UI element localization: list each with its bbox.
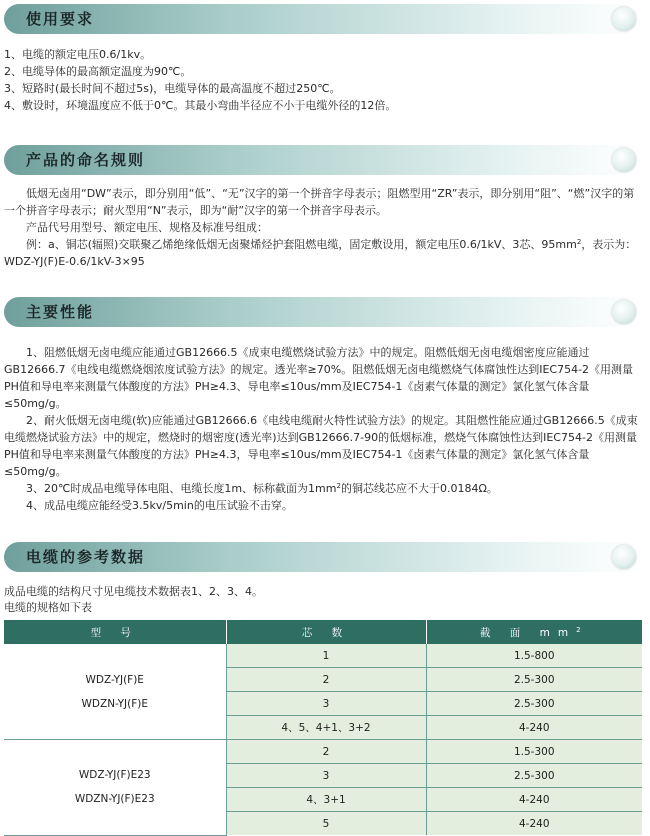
section-title: 使用要求: [26, 10, 95, 28]
performance-item: 1、阻燃低烟无卤电缆应能通过GB12666.5《成束电缆燃烧试验方法》中的规定。阻燃低烟无卤电缆烟密度应能通过GB12666.7《电线电缆燃烧烟浓度试验方法》的规定。透光率≥70%。阻燃低烟无卤电缆燃烧气体腐蚀性达到IEC754-2《用测量PH值和导电率来测量气体酸度的方法》PH≥4.3、导电率≤10us/mm及IEC754-1《卤素气体量的测定》氯化氢气体含量≤50mg/g。: [4, 346, 634, 410]
section-cell: 2.5-300: [426, 668, 642, 692]
spec-table: [4, 620, 642, 836]
cores-cell: 2: [226, 740, 426, 764]
header-section: 截 面 $mm^2$: [426, 620, 642, 644]
type-name: WDZ-YJ(F)E23: [78, 769, 151, 782]
section-cell: 4-240: [426, 812, 642, 836]
usage-line: 3、短路时(最长时间不超过5s)，电缆导体的最高温度不超过250℃。: [4, 82, 341, 95]
performance-item: 2、耐火低烟无卤电缆(软)应能通过GB12666.6《电线电缆耐火特性试验方法》的规定。其阻燃性能应通过GB12666.5《成束电缆燃烧试验方法》中的规定，燃烧时的烟密度(透光率)达到GB12666.7-90的低烟标准，燃烧气体腐蚀性达到IEC754-2《用测量PH值和导电率来测量气体酸度的方法》PH≥4.3，导电率≤10us/mm及IEC754-1《卤素气体量的测定》氯化氢气体含量≤50mg/g。: [4, 414, 638, 478]
banner-knob-icon: [612, 545, 636, 569]
naming-text: [4, 185, 642, 270]
section-cell: 4-240: [426, 716, 642, 740]
section-banner-performance: [4, 297, 640, 327]
naming-example: 例：a、铜芯(辐照)交联聚乙烯绝缘低烟无卤聚烯烃护套阻燃电缆，固定敷设用，额定电压0.6/1kV、3芯、$95mm^2$，表示为：WDZ-YJ(F)E-0.6/1kV-3×95: [4, 238, 637, 268]
table-row: [4, 644, 642, 668]
usage-line: 1、电缆的额定电压0.6/1kv。: [4, 48, 152, 61]
section-title: 产品的命名规则: [26, 151, 146, 169]
cores-cell: 1: [226, 644, 426, 668]
section-cell: 1.5-300: [426, 740, 642, 764]
performance-item: 4、成品电缆应能经受3.5kv/5min的电压试验不击穿。: [26, 499, 293, 512]
performance-text: [4, 344, 642, 514]
cores-cell: 3: [226, 764, 426, 788]
type-cell: [4, 644, 226, 740]
type-name: WDZN-YJ(F)E: [81, 697, 148, 710]
type-cell: [4, 740, 226, 836]
cores-cell: 5: [226, 812, 426, 836]
header-type: 型 号: [4, 620, 226, 644]
performance-item: 3、20℃时成品电缆导体电阻、电缆长度1m、标称截面为$1mm^2$的铜芯线芯应不大于0.0184Ω。: [26, 482, 498, 495]
section-title: 主要性能: [26, 303, 95, 321]
type-name: WDZN-YJ(F)E23: [74, 793, 155, 806]
section-title: 电缆的参考数据: [26, 548, 146, 566]
header-cores: 芯 数: [226, 620, 426, 644]
section-banner-naming: [4, 145, 640, 175]
section-cell: 1.5-800: [426, 644, 642, 668]
banner-knob-icon: [612, 300, 636, 324]
section-cell: 2.5-300: [426, 764, 642, 788]
banner-knob-icon: [612, 148, 636, 172]
cores-cell: 4、5、4+1、3+2: [226, 716, 426, 740]
table-header-row: [4, 620, 642, 644]
reference-line: 电缆的规格如下表: [4, 601, 92, 614]
table-row: [4, 740, 642, 764]
reference-line: 成品电缆的结构尺寸见电缆技术数据表1、2、3、4。: [4, 585, 263, 598]
cores-cell: 2: [226, 668, 426, 692]
reference-text: [4, 584, 642, 616]
banner-knob-icon: [612, 7, 636, 31]
usage-line: 2、电缆导体的最高额定温度为90℃。: [4, 65, 192, 78]
type-name: WDZ-YJ(F)E: [85, 673, 144, 686]
section-banner-reference: [4, 542, 640, 572]
cores-cell: 3: [226, 692, 426, 716]
section-cell: 4-240: [426, 788, 642, 812]
naming-paragraph: 低烟无卤用“DW”表示，即分别用“低”、“无”汉字的第一个拼音字母表示；阻燃型用“ZR”表示，即分别用“阻”、“燃”汉字的第一个拼音字母表示；耐火型用“N”表示，即为“耐”汉字的第一个拼音字母表示。: [4, 187, 635, 217]
usage-line: 4、敷设时，环境温度应不低于0℃。其最小弯曲半径应不小于电缆外径的12倍。: [4, 99, 397, 112]
naming-paragraph: 产品代号用型号、额定电压、规格及标准号组成：: [26, 221, 268, 234]
section-banner-usage: [4, 4, 640, 34]
usage-list: [4, 46, 642, 114]
section-cell: 2.5-300: [426, 692, 642, 716]
cores-cell: 4、3+1: [226, 788, 426, 812]
